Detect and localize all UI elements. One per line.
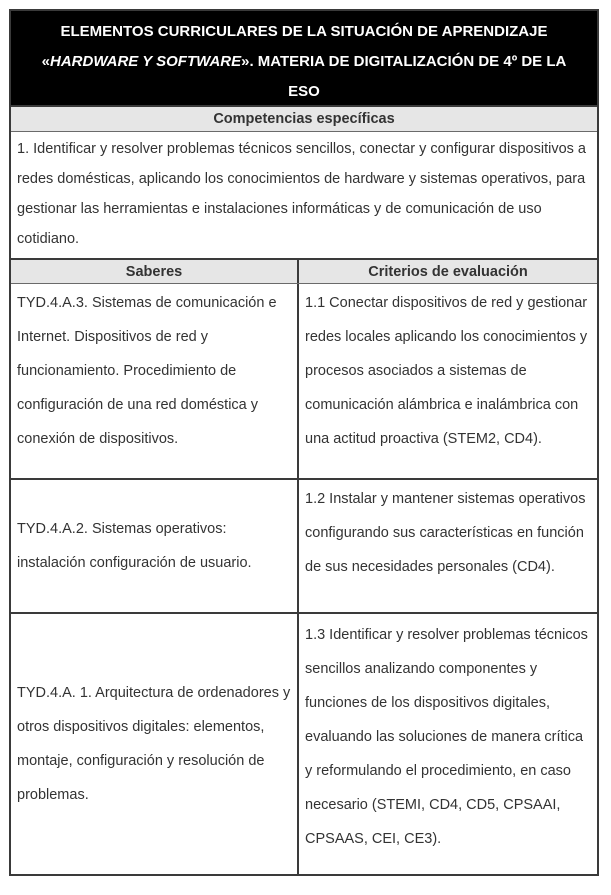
table-row (11, 614, 597, 874)
criterio-text: 1.1 Conectar dispositivos de red y gestionar redes locales aplicando los conocimientos y procesos asociados a sistemas de comunicación alámbrica e inalámbrica con una actitud proactiva (STEM2, CD4). (305, 295, 588, 447)
criterio-cell (299, 284, 597, 478)
criterio-cell (299, 480, 597, 612)
saberes-header: Saberes (11, 260, 299, 283)
competencia-text: 1. Identificar y resolver problemas técnicos sencillos, conectar y configurar dispositivos a redes domésticas, aplicando los conocimientos de hardware y sistemas operativos, para gestionar las herramientas e instalaciones informáticas y de comunicación de uso cotidiano. (11, 132, 597, 260)
table-row (11, 480, 597, 614)
criterio-text: 1.3 Identificar y resolver problemas técnicos sencillos analizando componentes y funciones de los dispositivos digitales, evaluando las soluciones de manera crítica y reformulando el procedimiento, en caso necesario (STEMI, CD4, CD5, CPSAAI, CPSAAS, CEI, CE3). (305, 627, 588, 847)
saber-cell (11, 614, 299, 874)
title-line-1: ELEMENTOS CURRICULARES DE LA SITUACIÓN DE APRENDIZAJE (60, 23, 548, 40)
table-row (11, 284, 597, 480)
criterios-header: Criterios de evaluación (368, 264, 528, 280)
title-quote-open: « (41, 53, 50, 70)
table-title (11, 11, 597, 107)
column-header-row (11, 260, 597, 284)
curricular-elements-table (9, 9, 599, 876)
criterio-text: 1.2 Instalar y mantener sistemas operativos configurando sus características en función de sus necesidades personales (CD4). (305, 491, 586, 575)
saber-cell (11, 480, 299, 612)
saber-text: TYD.4.A. 1. Arquitectura de ordenadores y otros dispositivos digitales: elementos, montaje, configuración y resolución de problemas. (17, 685, 291, 803)
criterio-cell (299, 614, 597, 874)
title-line-3: ESO (288, 83, 320, 100)
title-italic-topic: HARDWARE Y SOFTWARE (49, 53, 242, 70)
competencias-heading: Competencias específicas (11, 107, 597, 132)
title-line-2-rest: ». MATERIA DE DIGITALIZACIÓN DE 4º DE LA (241, 53, 567, 70)
saber-cell (11, 284, 299, 478)
title-line-2 (19, 47, 589, 77)
saber-text: TYD.4.A.2. Sistemas operativos: instalación configuración de usuario. (17, 521, 252, 571)
saber-text: TYD.4.A.3. Sistemas de comunicación e Internet. Dispositivos de red y funcionamiento. Procedimiento de configuración de una red doméstica y conexión de dispositivos. (17, 295, 277, 447)
